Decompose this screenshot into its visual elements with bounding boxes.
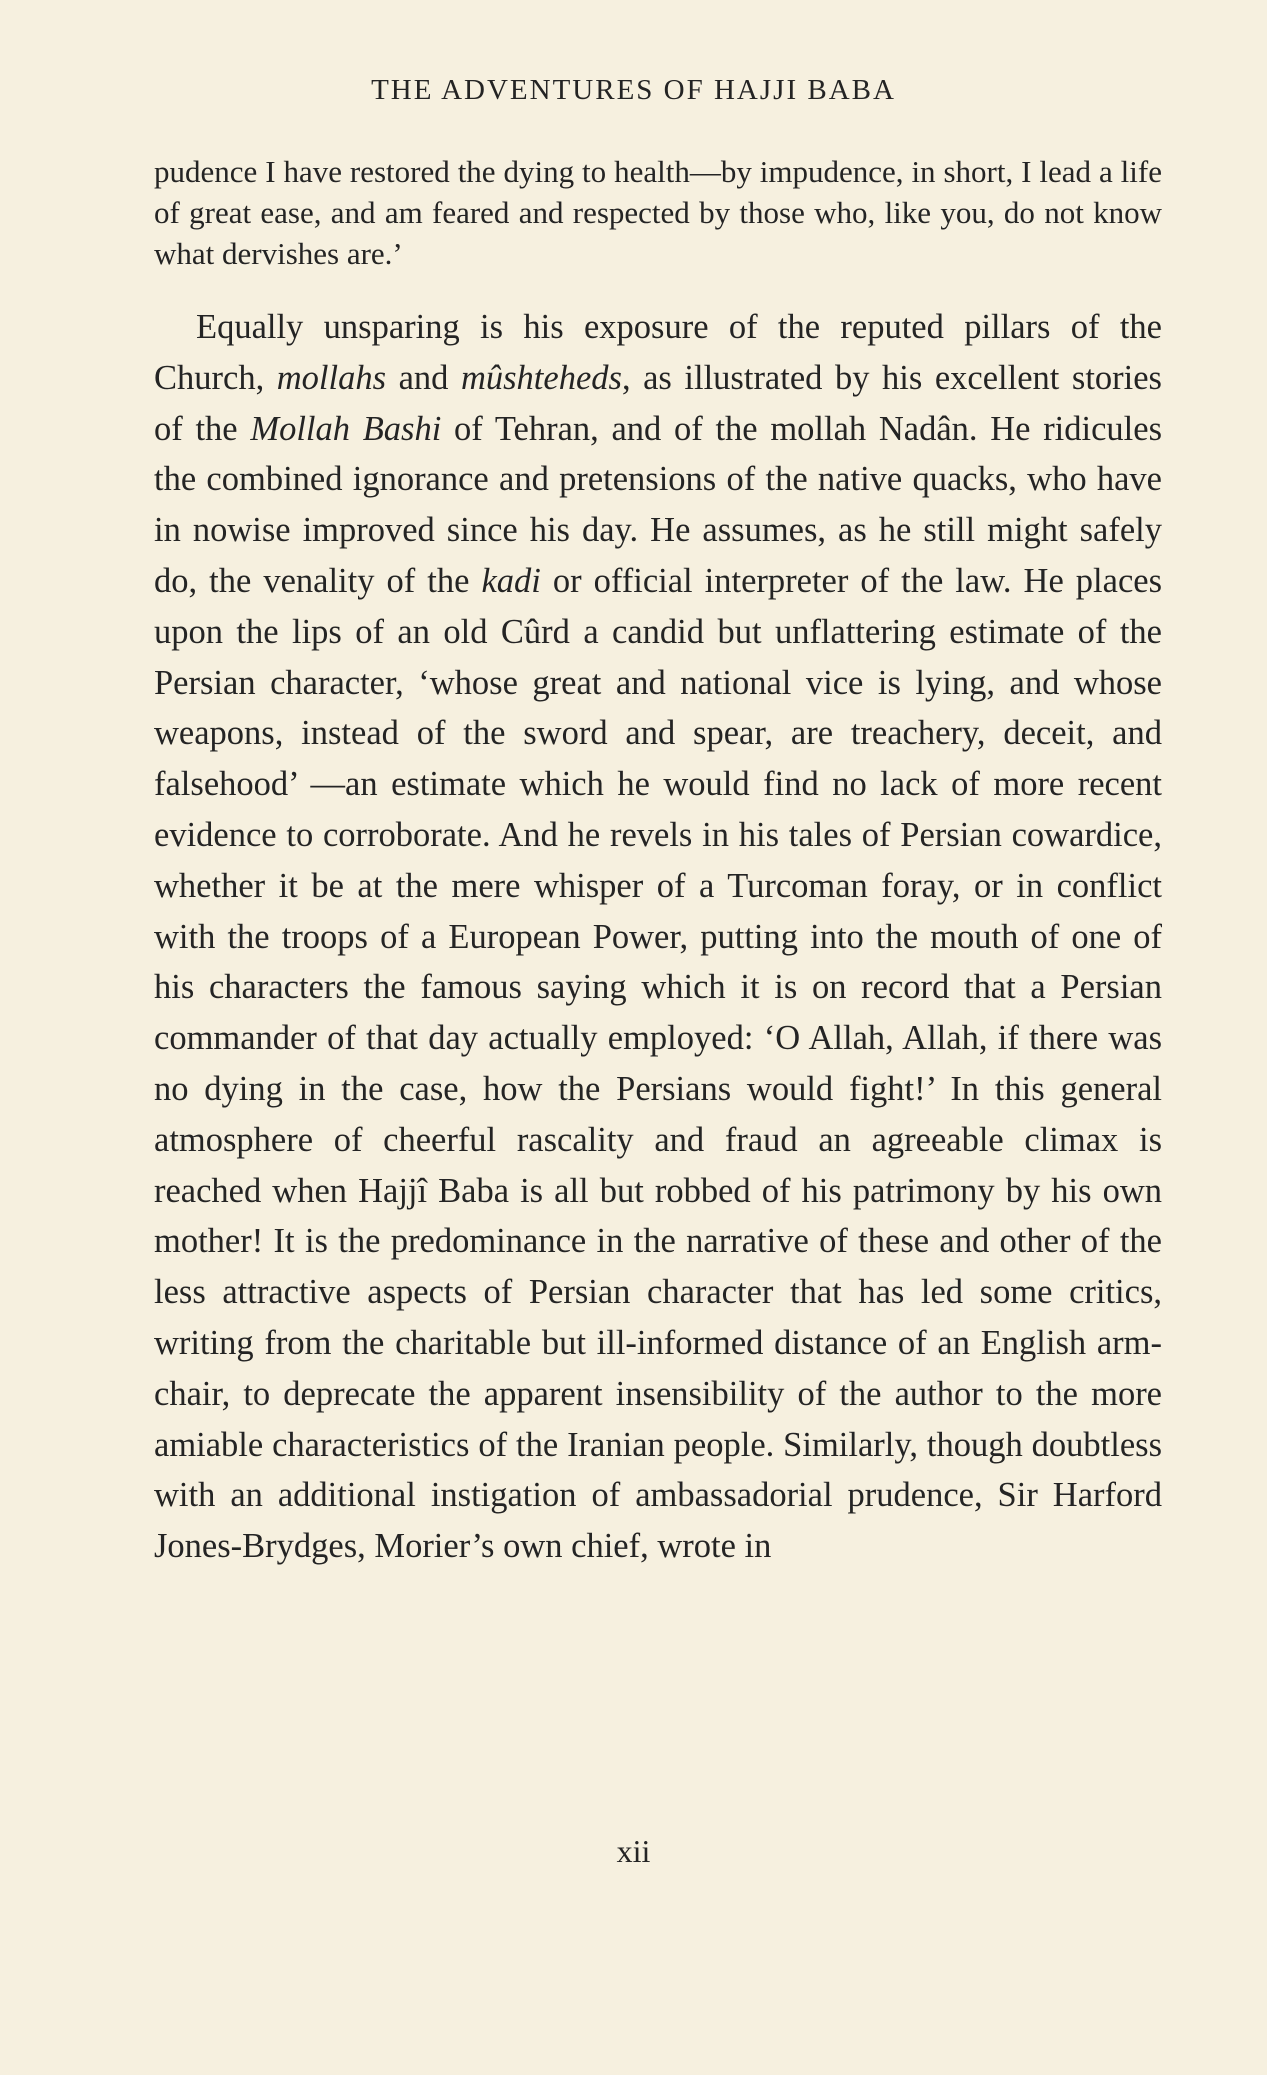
text-segment: of Tehran, and of the mollah Nadân. He ridicules the combined ignorance and pretensions of the native quacks, who have in nowise improved since his day. He assumes, as he still might safely do, the venality of the: [154, 409, 1162, 600]
text-segment: and: [386, 358, 461, 397]
text-segment: , as illustrated by his excellent stories of the: [154, 358, 1162, 448]
italic-term-mollahs: mollahs: [276, 358, 387, 397]
text-segment: Equally unsparing is his exposure of the reputed pillars of the Church,: [154, 308, 1162, 397]
body-paragraph: [154, 302, 1162, 1572]
italic-term-kadi: kadi: [481, 561, 541, 600]
running-head: THE ADVENTURES OF HAJJI BABA: [371, 74, 896, 106]
italic-term-mollah-bashi: Mollah Bashi: [250, 409, 442, 448]
italic-term-mushteheds: mûshteheds: [460, 358, 622, 397]
quotation-continuation: pudence I have restored the dying to health—by impudence, in short, I lead a life of great ease, and am feared and respected by those who, like you, do not know what dervishes are.’: [154, 154, 1162, 271]
text-segment: or official interpreter of the law. He places upon the lips of an old Cûrd a candid but unflattering estimate of the Persian character, ‘whose great and national vice is lying, and whose weapons, instead of the sword and spear, are treachery, deceit, and falsehood’ —an estimate which he would find no lack of more recent evidence to corroborate. And he revels in his tales of Persian cowardice, whether it be at the mere whisper of a Turcoman foray, or in conflict with the troops of a European Power, putting into the mouth of one of his characters the famous saying which it is on record that a Persian commander of that day actually employed: ‘O Allah, Allah, if there was no dying in the case, how the Persians would fight!’ In this general atmosphere of cheerful rascality and fraud an agreeable climax is reached when Hajjî Baba is all but robbed of his patrimony by his own mother! It is the predominance in the narrative of these and other of the less attractive aspects of Persian character that has led some critics, writing from the charitable but ill-informed distance of an English arm-chair, to deprecate the apparent insensibility of the author to the more amiable characteristics of the Iranian people. Similarly, though doubtless with an additional instigation of ambassadorial prudence, Sir Harford Jones-Brydges, Morier’s own chief, wrote in: [154, 561, 1162, 1566]
page-number: xii: [616, 1833, 651, 1869]
paragraph-text: [154, 302, 1162, 1572]
